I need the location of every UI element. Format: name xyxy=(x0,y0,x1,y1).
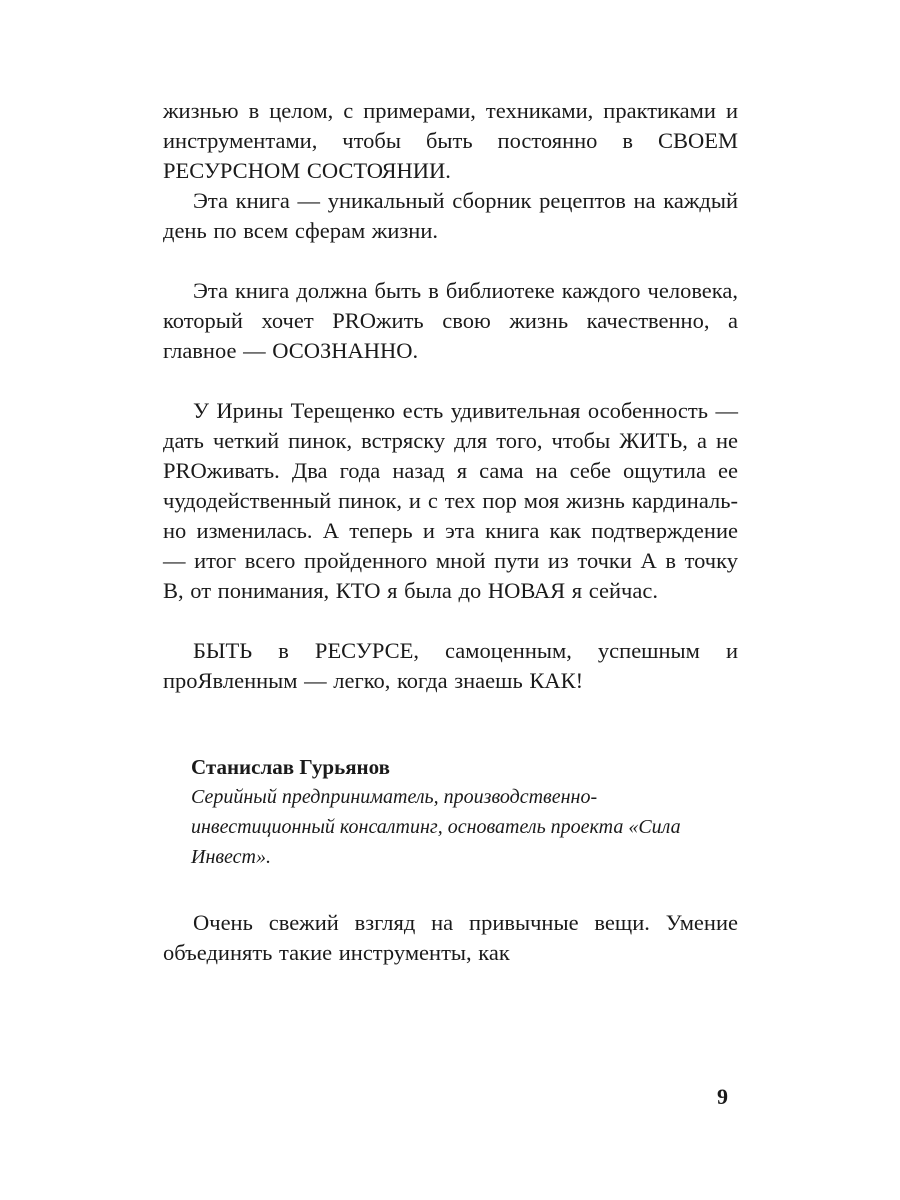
paragraph: У Ирины Терещенко есть удивительная особенность — дать четкий пинок, встряску для того, чтобы ЖИТЬ, а не PROживать. Два года назад я сама на себе ощутила ее чудодейственный пинок, и с тех пор моя жизнь кардинально изменилась. А теперь и эта книга как подтверждение — итог всего пройденного мной пути из точки А в точку В, от понимания, КТО я была до НОВАЯ я сейчас. xyxy=(163,398,738,603)
paragraph: Очень свежий взгляд на привычные вещи. Умение объединять такие инструменты, как xyxy=(163,910,738,965)
author-block xyxy=(191,752,738,872)
paragraph: Эта книга должна быть в библиотеке каждого человека, который хочет PROжить свою жизнь качественно, а главное — ОСОЗНАННО. xyxy=(163,278,738,363)
author-description: Серийный предприниматель, производственно-инвестиционный консалтинг, основатель проекта «Сила Инвест». xyxy=(191,786,681,868)
paragraph: Эта книга — уникальный сборник рецептов на каждый день по всем сферам жизни. xyxy=(163,188,738,243)
page-number: 9 xyxy=(717,1084,728,1109)
author-name: Станислав Гурьянов xyxy=(191,755,390,779)
text-column xyxy=(163,96,738,968)
paragraph-continuation: жизнью в целом, с примерами, техниками, практиками и инструментами, чтобы быть постоянно в СВОЕМ РЕСУРСНОМ СОСТОЯНИИ. xyxy=(163,98,738,183)
paragraph: БЫТЬ в РЕСУРСЕ, самоценным, успешным и проЯвленным — легко, когда знаешь КАК! xyxy=(163,638,738,693)
